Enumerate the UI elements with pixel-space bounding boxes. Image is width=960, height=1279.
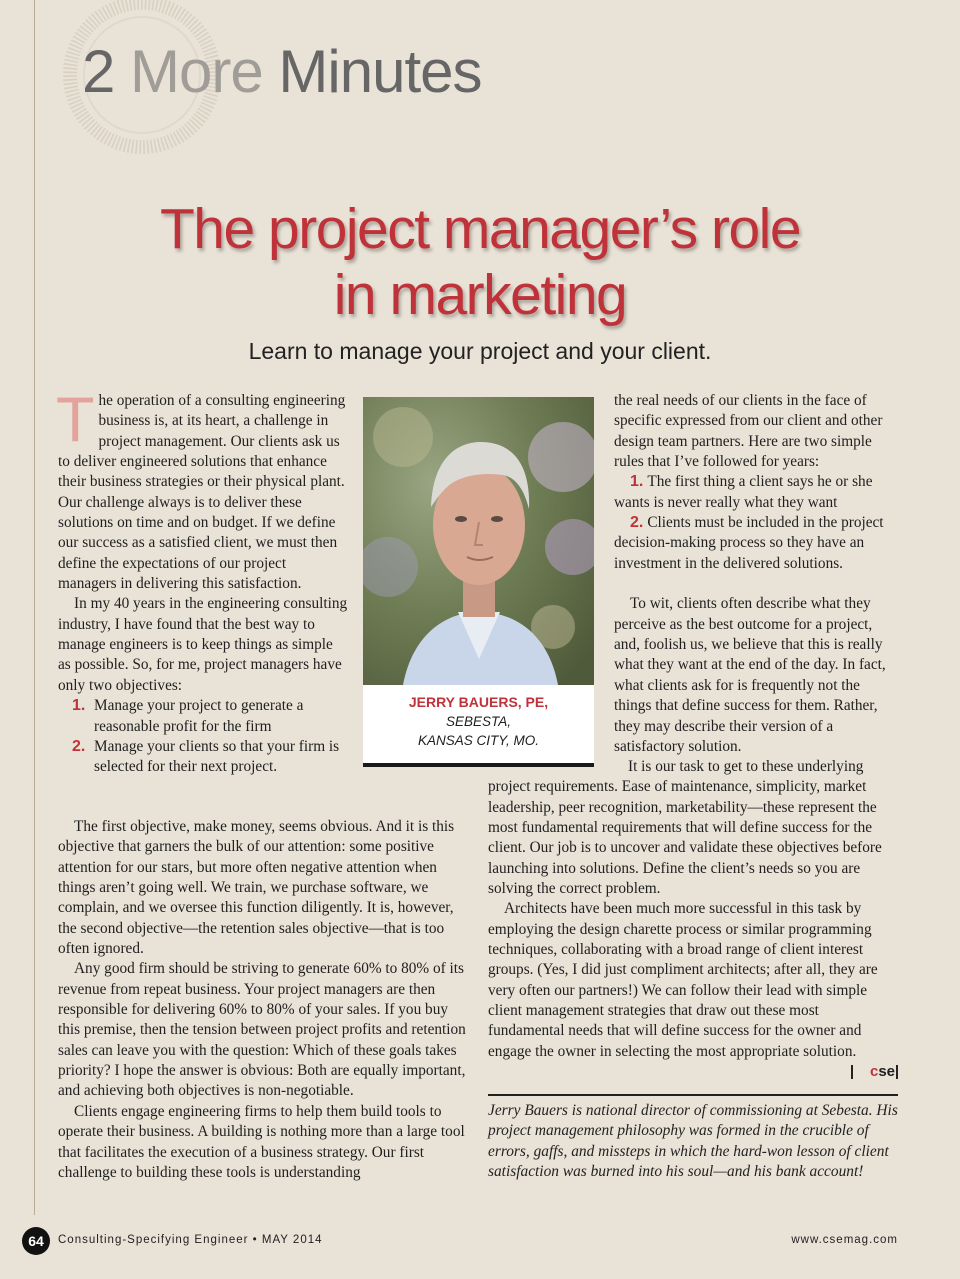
right-column-top — [614, 391, 899, 757]
rule-text: Clients must be included in the project decision-making process so they have an investment in the delivered solutions. — [614, 514, 884, 572]
intro-text: he operation of a consulting engineering business is, at its heart, a challenge in project management. Our clients ask us to deliver engineered solutions that enhance their business strategies or their physical plant. Our challenge always is to deliver these solutions on time and on budget. If we define our success as a satisfied client, we must then define the expectations of our project managers in delivering this satisfaction. — [58, 392, 346, 593]
caption-company: SEBESTA, — [445, 714, 512, 729]
rule-text: The first thing a client says he or she wants is never really what they want — [614, 473, 873, 511]
paragraph — [488, 899, 898, 1081]
paragraph: Clients engage engineering firms to help them build tools to operate their business. A building is nothing more than a large tool that facilitates the execution of a business strategy. Our first challenge to building these tools is understanding — [58, 1102, 465, 1181]
left-column-top — [56, 385, 348, 778]
rule-number: 2. — [630, 514, 644, 532]
publication-line: Consulting-Specifying Engineer • MAY 2014 — [58, 1234, 323, 1246]
drop-cap: T — [56, 385, 95, 455]
rule-number: 1. — [630, 473, 644, 491]
rule-item — [614, 472, 899, 513]
page-number: 64 — [22, 1227, 50, 1255]
objective-item — [58, 737, 348, 778]
paragraph: the real needs of our clients in the face of specific expressed from our client and other design team partners. Here are two simple rules that I’ve followed for years: — [614, 392, 883, 471]
section-header — [82, 38, 482, 105]
author-photo-card — [363, 397, 594, 767]
bio-divider — [488, 1094, 898, 1096]
paragraph: In my 40 years in the engineering consulting industry, I have found that the best way to manage engineers is to keep things as simple as possible. So, for me, project managers have only two objectives: — [58, 595, 348, 694]
cse-end-mark: cse — [851, 1065, 898, 1079]
margin-rule — [34, 0, 35, 1215]
objective-item — [58, 696, 348, 737]
photo-caption — [363, 693, 594, 750]
title-line-2: in marketing — [333, 263, 627, 327]
right-column-bottom — [488, 757, 898, 1079]
page-footer — [0, 1227, 960, 1257]
header-number: 2 — [82, 38, 115, 105]
closing-text: Architects have been much more successful in this task by employing the design charette process or similar programming techniques, collaborating with a broad range of client interest groups. (Yes, I did just compliment architects; after all, they are very often our partners!) We can follow their lead with simple client management strategies that draw out these most fundamental needs that will define success for the owner and engage the owner in selecting the most appropriate solution. — [488, 900, 878, 1060]
paragraph: Any good firm should be striving to generate 60% to 80% of its revenue from repeat business. Your project managers are then responsible for delivering 60% to 80% of your sales. If you buy this premise, then the tension between project profits and retention sales can leave you with the question: Which of these goals takes priority? I hope the answer is obvious: Both are equally important, and achieving both objectives is non-negotiable. — [58, 960, 466, 1100]
title-line-1: The project manager’s role — [159, 197, 801, 261]
paragraph: The first objective, make money, seems obvious. And it is this objective that garners the bulk of our attention: some positive attention for our stars, but more often negative attention when things aren’t going well. We train, we purchase software, we complain, and we oversee this function diligently. It is, however, the second objective—the retention sales objective—that is too often ignored. — [58, 818, 455, 958]
author-portrait — [363, 397, 594, 685]
paragraph: It is our task to get to these underlying project requirements. Ease of maintenance, simplicity, market leadership, peer recognition, marketability—these represent the most fundamental requirements that will define success for the client. Our job is to uncover and validate these objectives before launching into solutions. Define the client’s needs so you are solving the correct problem. — [488, 758, 882, 898]
left-column-bottom — [58, 817, 468, 1183]
intro-paragraph — [56, 385, 348, 594]
article-subtitle: Learn to manage your project and your client. — [248, 338, 712, 364]
objective-text: Manage your project to generate a reasonable profit for the firm — [94, 697, 304, 735]
header-more: More — [130, 38, 263, 105]
objective-number: 1. — [72, 697, 86, 715]
caption-location: KANSAS CITY, MO. — [417, 733, 540, 748]
caption-name: JERRY BAUERS, PE, — [408, 694, 549, 710]
paragraph: To wit, clients often describe what they perceive as the best outcome for a project, and, foolish us, we believe that this is really what they want at the end of the day. In fact, what clients ask for is frequently not the things that define success for them. Rather, they may describe their version of a satisfactory solution. — [614, 595, 886, 755]
objective-text: Manage your clients so that your firm is selected for their next project. — [94, 737, 340, 776]
website-link[interactable]: www.csemag.com — [791, 1234, 898, 1246]
objective-number: 2. — [72, 737, 86, 755]
header-minutes: Minutes — [278, 38, 482, 105]
article-title — [0, 196, 960, 328]
rule-item — [614, 513, 899, 574]
author-bio: Jerry Bauers is national director of commissioning at Sebesta. His project management philosophy was formed in the crucible of errors, gaffs, and missteps in which the hard-won lesson of client satisfaction was burned into his soul—and his bank account! — [488, 1102, 898, 1180]
